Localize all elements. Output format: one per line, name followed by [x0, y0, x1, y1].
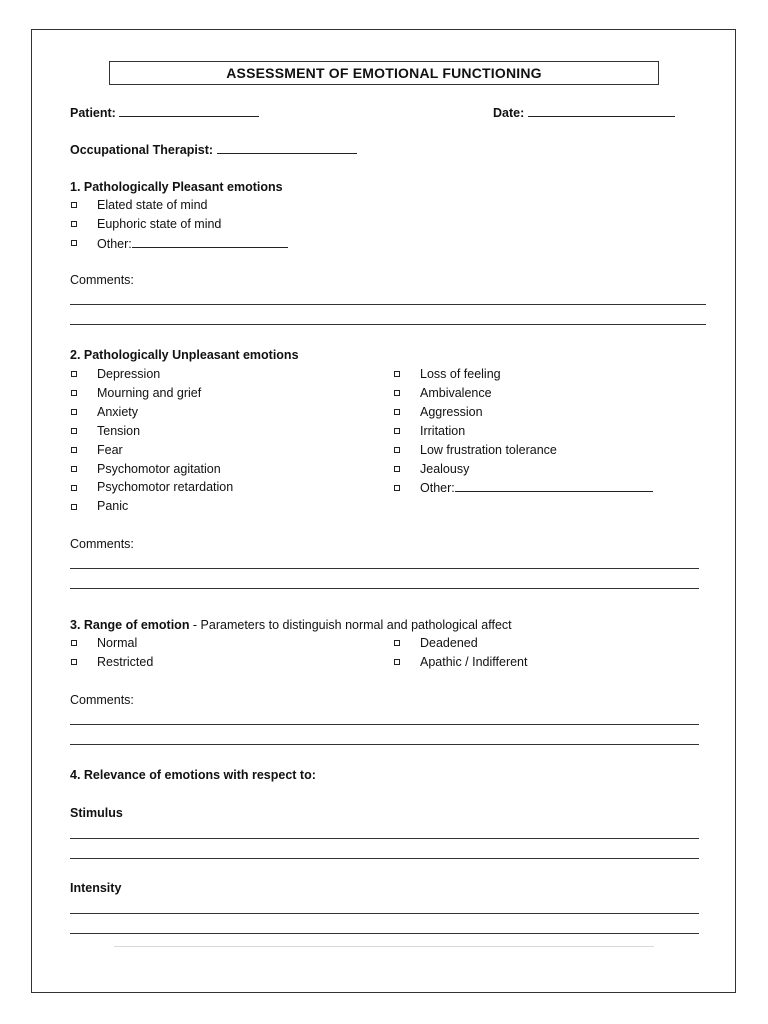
checkbox-aggression[interactable]: [394, 409, 400, 415]
stimulus-label: Stimulus: [70, 806, 123, 820]
checkbox-low-frustration[interactable]: [394, 447, 400, 453]
comment-line[interactable]: [70, 324, 706, 325]
option-label: Fear: [97, 443, 123, 457]
therapist-label: Occupational Therapist:: [70, 143, 214, 157]
checkbox-tension[interactable]: [71, 428, 77, 434]
option-label: Loss of feeling: [420, 367, 501, 381]
checkbox-panic[interactable]: [71, 504, 77, 510]
section3-heading: 3. Range of emotion: [70, 618, 190, 632]
option-label: Mourning and grief: [97, 386, 202, 400]
option-label: Apathic / Indifferent: [420, 655, 528, 669]
stimulus-line[interactable]: [70, 838, 699, 839]
date-label: Date:: [493, 106, 525, 120]
therapist-field[interactable]: [70, 141, 357, 158]
section3-heading-row: [70, 617, 512, 633]
checkbox-mourning[interactable]: [71, 390, 77, 396]
checkbox-other-unpleasant[interactable]: [394, 485, 400, 491]
other-unpleasant-blank[interactable]: [455, 479, 653, 492]
option-label: Depression: [97, 367, 161, 381]
checkbox-normal[interactable]: [71, 640, 77, 646]
form-title: ASSESSMENT OF EMOTIONAL FUNCTIONING: [109, 61, 659, 85]
therapist-blank[interactable]: [217, 141, 357, 154]
option-label: Jealousy: [420, 462, 470, 476]
date-blank[interactable]: [528, 104, 675, 117]
checkbox-anxiety[interactable]: [71, 409, 77, 415]
other-pleasant-field[interactable]: [97, 235, 288, 252]
intensity-line[interactable]: [70, 933, 699, 934]
checkbox-euphoric[interactable]: [71, 221, 77, 227]
option-label: Other:: [420, 481, 455, 495]
intensity-label: Intensity: [70, 881, 122, 895]
option-label: Low frustration tolerance: [420, 443, 557, 457]
option-label: Euphoric state of mind: [97, 217, 222, 231]
option-label: Psychomotor agitation: [97, 462, 221, 476]
checkbox-loss-of-feeling[interactable]: [394, 371, 400, 377]
section3-comments-label: Comments:: [70, 693, 134, 707]
comment-line[interactable]: [70, 304, 706, 305]
checkbox-depression[interactable]: [71, 371, 77, 377]
section3-subheading: - Parameters to distinguish normal and pathological affect: [189, 618, 512, 632]
option-label: Other:: [97, 237, 132, 251]
checkbox-restricted[interactable]: [71, 659, 77, 665]
option-label: Restricted: [97, 655, 154, 669]
option-label: Aggression: [420, 405, 483, 419]
other-pleasant-blank[interactable]: [132, 235, 288, 248]
comment-line[interactable]: [70, 744, 699, 745]
stimulus-line[interactable]: [70, 858, 699, 859]
checkbox-other-pleasant[interactable]: [71, 240, 77, 246]
section4-heading: 4. Relevance of emotions with respect to:: [70, 768, 316, 782]
checkbox-ambivalence[interactable]: [394, 390, 400, 396]
option-label: Ambivalence: [420, 386, 492, 400]
option-label: Elated state of mind: [97, 198, 208, 212]
section1-comments-label: Comments:: [70, 273, 134, 287]
intensity-line[interactable]: [70, 913, 699, 914]
patient-field[interactable]: [70, 104, 259, 121]
checkbox-jealousy[interactable]: [394, 466, 400, 472]
comment-line[interactable]: [70, 588, 699, 589]
checkbox-apathic[interactable]: [394, 659, 400, 665]
option-label: Normal: [97, 636, 138, 650]
checkbox-deadened[interactable]: [394, 640, 400, 646]
section1-heading: 1. Pathologically Pleasant emotions: [70, 180, 283, 194]
other-unpleasant-field[interactable]: [420, 479, 653, 496]
patient-label: Patient:: [70, 106, 116, 120]
comment-line[interactable]: [70, 724, 699, 725]
checkbox-elated[interactable]: [71, 202, 77, 208]
checkbox-psychomotor-agitation[interactable]: [71, 466, 77, 472]
option-label: Tension: [97, 424, 141, 438]
section2-heading: 2. Pathologically Unpleasant emotions: [70, 348, 299, 362]
page-border: [31, 29, 736, 993]
checkbox-fear[interactable]: [71, 447, 77, 453]
comment-line[interactable]: [70, 568, 699, 569]
option-label: Deadened: [420, 636, 478, 650]
section2-comments-label: Comments:: [70, 537, 134, 551]
checkbox-psychomotor-retardation[interactable]: [71, 485, 77, 491]
checkbox-irritation[interactable]: [394, 428, 400, 434]
date-field[interactable]: [493, 104, 675, 121]
option-label: Psychomotor retardation: [97, 480, 234, 494]
patient-blank[interactable]: [119, 104, 259, 117]
option-label: Panic: [97, 499, 129, 513]
option-label: Anxiety: [97, 405, 138, 419]
footer-divider: [114, 946, 654, 947]
option-label: Irritation: [420, 424, 466, 438]
